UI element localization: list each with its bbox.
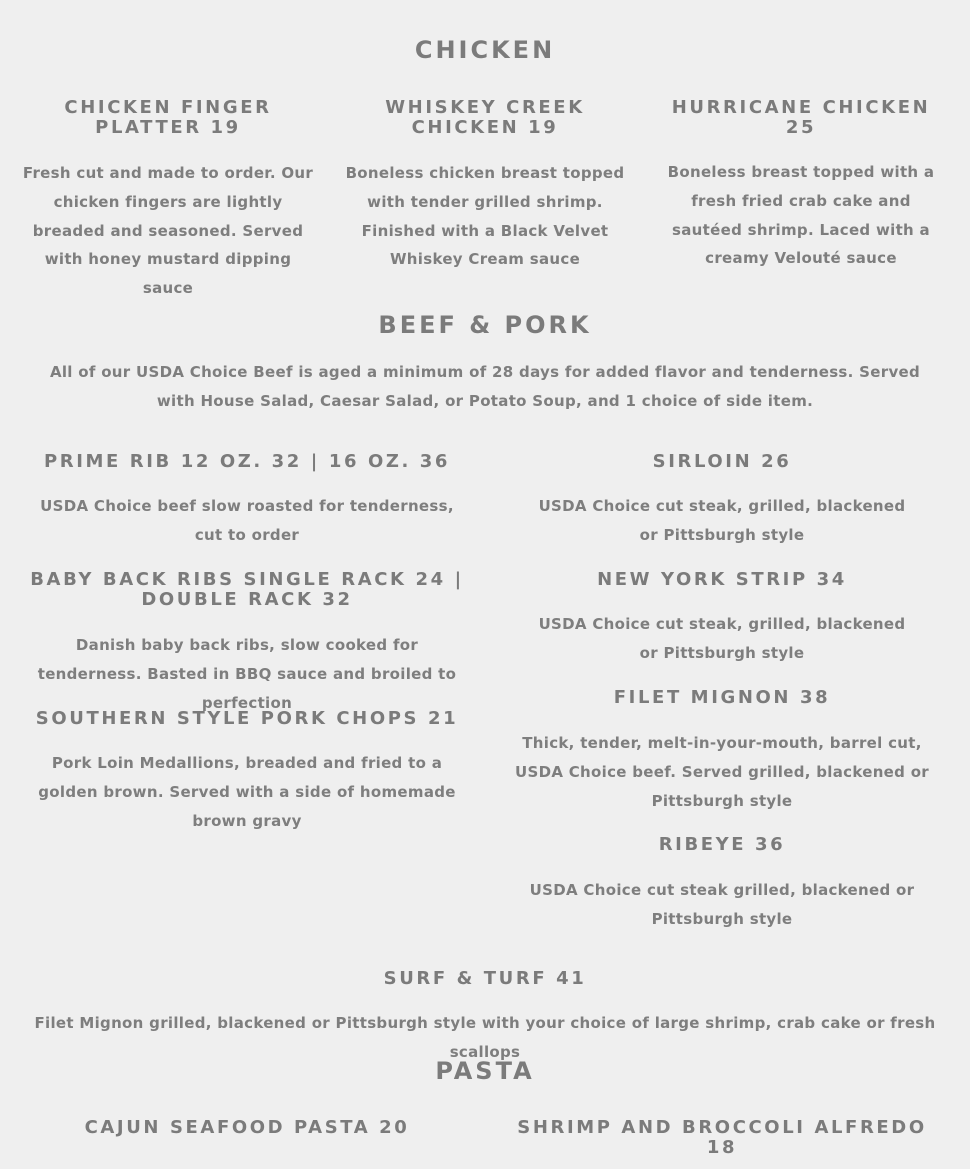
menu-item-hurricane-chicken: [660, 98, 942, 273]
section-title-beef-pork: BEEF & PORK: [378, 311, 592, 339]
item-description: Pork Loin Medallions, breaded and fried to a golden brown. Served with a side of homemade brown gravy: [38, 754, 456, 830]
item-title: NEW YORK STRIP 34: [597, 569, 847, 590]
item-title: SIRLOIN 26: [652, 451, 792, 472]
menu-item-shrimp-broccoli-alfredo: [500, 1118, 944, 1158]
menu-item-baby-back-ribs: [30, 570, 464, 717]
item-description: Boneless breast topped with a fresh fried crab cake and sautéed shrimp. Laced with a creamy Velouté sauce: [667, 163, 935, 268]
item-title: SURF & TURF 41: [383, 968, 587, 989]
item-description: USDA Choice cut steak, grilled, blackened or Pittsburgh style: [538, 497, 906, 544]
item-title: SOUTHERN STYLE PORK CHOPS 21: [35, 708, 459, 729]
item-description: Fresh cut and made to order. Our chicken fingers are lightly breaded and seasoned. Served with honey mustard dipping sauce: [22, 164, 314, 298]
menu-item-prime-rib: [30, 452, 464, 550]
item-description: USDA Choice cut steak, grilled, blackened or Pittsburgh style: [538, 615, 906, 662]
item-description: USDA Choice beef slow roasted for tenderness, cut to order: [40, 497, 454, 544]
section-title-pasta: PASTA: [435, 1057, 535, 1085]
item-description: Filet Mignon grilled, blackened or Pittsburgh style with your choice of large shrimp, crab cake or fresh scallops: [34, 1014, 936, 1061]
item-description: Danish baby back ribs, slow cooked for tenderness. Basted in BBQ sauce and broiled to perfection: [37, 636, 457, 712]
item-description: Boneless chicken breast topped with tender grilled shrimp. Finished with a Black Velvet Whiskey Cream sauce: [345, 164, 625, 269]
item-description: USDA Choice cut steak grilled, blackened or Pittsburgh style: [529, 881, 915, 928]
section-title-chicken: CHICKEN: [414, 36, 556, 64]
item-description: Thick, tender, melt-in-your-mouth, barrel cut, USDA Choice beef. Served grilled, blackened or Pittsburgh style: [514, 734, 930, 810]
menu-item-new-york-strip: [500, 570, 944, 668]
menu-item-sirloin: [500, 452, 944, 550]
item-title: FILET MIGNON 38: [613, 687, 831, 708]
menu-item-surf-turf: [20, 969, 950, 1067]
item-title: BABY BACK RIBS SINGLE RACK 24 | DOUBLE RACK 32: [30, 569, 464, 610]
item-title: CAJUN SEAFOOD PASTA 20: [84, 1117, 410, 1138]
menu-item-filet-mignon: [500, 688, 944, 815]
menu-item-whiskey-creek-chicken: [340, 98, 630, 274]
item-title: HURRICANE CHICKEN 25: [671, 97, 931, 138]
item-title: CHICKEN FINGER PLATTER 19: [64, 97, 272, 138]
item-title: PRIME RIB 12 OZ. 32 | 16 OZ. 36: [43, 451, 451, 472]
menu-item-cajun-seafood-pasta: [30, 1118, 464, 1138]
section-intro: All of our USDA Choice Beef is aged a minimum of 28 days for added flavor and tenderness. Served with House Salad, Caesar Salad, or Potato Soup, and 1 choice of side item.: [49, 363, 921, 410]
menu-item-ribeye: [500, 835, 944, 934]
item-title: SHRIMP AND BROCCOLI ALFREDO 18: [517, 1117, 927, 1158]
menu-item-chicken-finger-platter: [20, 98, 316, 303]
item-title: WHISKEY CREEK CHICKEN 19: [385, 97, 585, 138]
item-title: RIBEYE 36: [658, 834, 786, 855]
menu-item-southern-pork-chops: [30, 709, 464, 835]
